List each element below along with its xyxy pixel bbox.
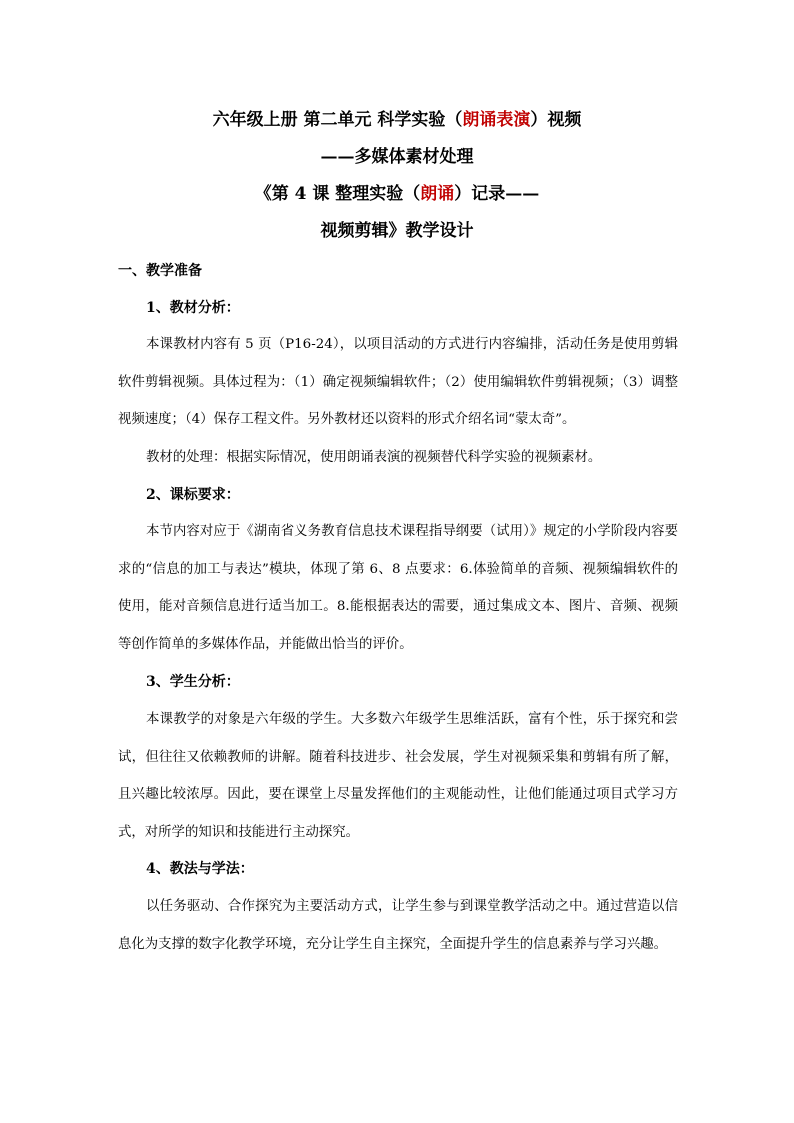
paragraph-material-handling: 教材的处理：根据实际情况，使用朗诵表演的视频替代科学实验的视频素材。: [146, 450, 602, 465]
title-line-3-part1: 《第 4 课 整理实验（: [254, 184, 421, 204]
section-heading-teaching-preparation: 一、教学准备: [118, 263, 202, 279]
subsection-heading-material-analysis: 1、教材分析：: [146, 300, 240, 316]
subsection-heading-student-analysis: 3、学生分析：: [146, 674, 240, 690]
title-line-1-part2: ）视频: [530, 110, 582, 130]
paragraph-teaching-methods: 以任务驱动、合作探究为主要活动方式，让学生参与到课堂教学活动之中。通过营造以信息化为支撑的数字化教学环境，充分让学生自主探究，全面提升学生的信息素养与学习兴趣。: [118, 899, 678, 952]
title-line-3-part2: ）记录——: [454, 184, 540, 204]
paragraph-material-analysis: 本课教材内容有 5 页（P16-24），以项目活动的方式进行内容编排，活动任务是使用剪辑软件剪辑视频。具体过程为：（1）确定视频编辑软件；（2）使用编辑软件剪辑视频；（3）调整视频速度；（4）保存工程文件。另外教材还以资料的形式介绍名词“蒙太奇”。: [118, 337, 678, 427]
subsection-heading-curriculum-requirements: 2、课标要求：: [146, 487, 240, 503]
paragraph-curriculum-requirements: 本节内容对应于《湖南省义务教育信息技术课程指导纲要（试用）》规定的小学阶段内容要求的“信息的加工与表达”模块，体现了第 6、8 点要求：6.体验简单的音频、视频编辑软件的使用，能对音频信息进行适当加工。8.能根据表达的需要，通过集成文本、图片、音频、视频等创作简单的多媒体作品，并能做出恰当的评价。: [118, 524, 678, 652]
subsection-heading-teaching-methods: 4、教法与学法：: [146, 861, 254, 877]
title-line-2: ——多媒体素材处理: [320, 147, 474, 167]
title-line-3-red: 朗诵: [420, 184, 455, 204]
title-line-1-red: 朗诵表演: [462, 110, 531, 130]
title-line-4: 视频剪辑》教学设计: [320, 221, 474, 241]
paragraph-student-analysis: 本课教学的对象是六年级的学生。大多数六年级学生思维活跃，富有个性，乐于探究和尝试，但往往又依赖教师的讲解。随着科技进步、社会发展，学生对视频采集和剪辑有所了解，且兴趣比较浓厚。因此，要在课堂上尽量发挥他们的主观能动性，让他们能通过项目式学习方式，对所学的知识和技能进行主动探究。: [118, 712, 678, 840]
title-line-1-part1: 六年级上册 第二单元 科学实验（: [212, 110, 463, 130]
title-line-3: [0, 183, 794, 205]
title-line-1: [0, 109, 794, 131]
